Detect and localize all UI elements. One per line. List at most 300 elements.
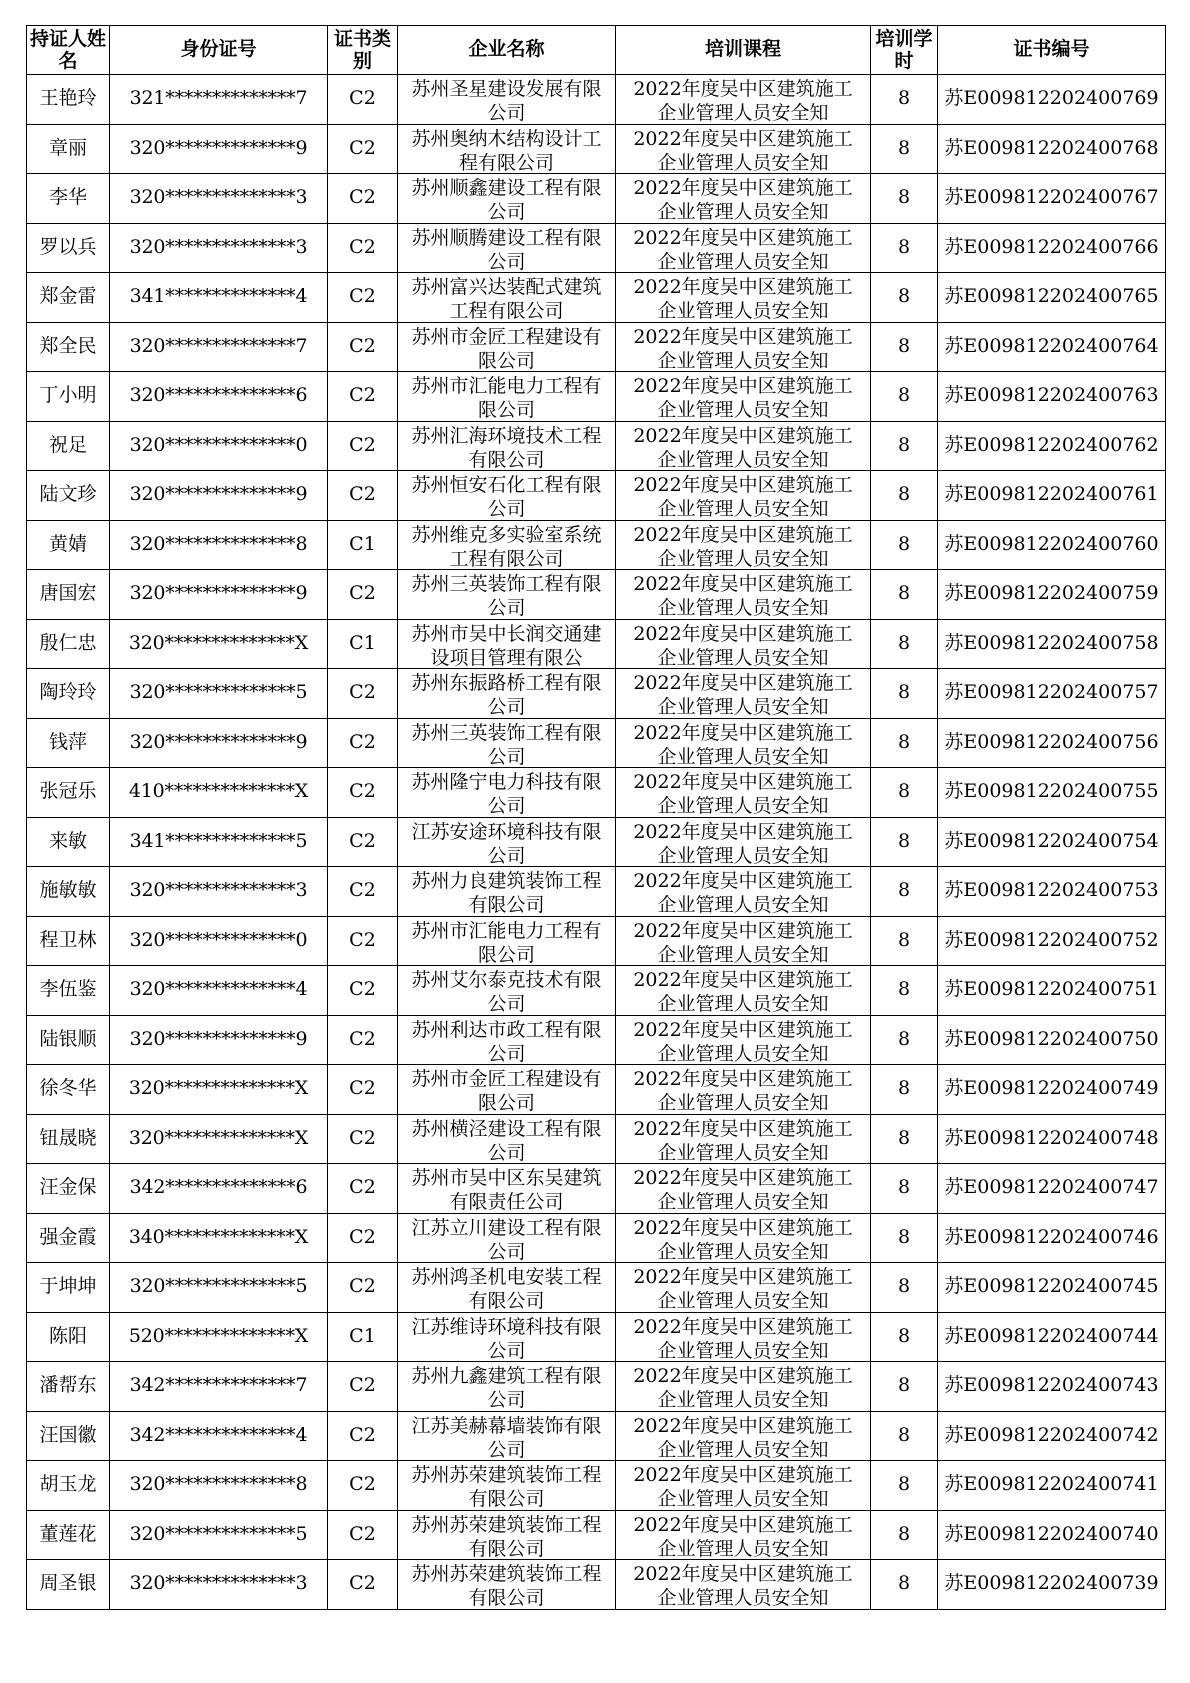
course-cell-text: 2022年度吴中区建筑施工企业管理人员安全知: [633, 226, 853, 272]
table-row: [27, 1263, 1166, 1313]
course-cell: [616, 223, 871, 273]
cert-number-cell: 苏E009812202400758: [938, 619, 1166, 669]
table-row: [27, 1560, 1166, 1610]
id-number-cell: 340**************X: [110, 1213, 328, 1263]
hours-cell: 8: [871, 916, 938, 966]
hours-cell: 8: [871, 966, 938, 1016]
company-cell-text: 苏州苏荣建筑装饰工程有限公司: [411, 1513, 602, 1559]
company-cell-text: 苏州苏荣建筑装饰工程有限公司: [411, 1464, 602, 1510]
hours-cell: 8: [871, 471, 938, 521]
id-number-cell: 320**************9: [110, 1015, 328, 1065]
company-cell: [398, 1510, 616, 1560]
id-number-cell: 342**************6: [110, 1164, 328, 1214]
cert-number-cell: 苏E009812202400745: [938, 1263, 1166, 1313]
hours-cell: 8: [871, 322, 938, 372]
company-cell: [398, 1065, 616, 1115]
cert-type-cell: C2: [328, 768, 398, 818]
hours-cell: 8: [871, 1114, 938, 1164]
company-cell-text: 苏州三英装饰工程有限公司: [411, 721, 602, 767]
cert-number-cell: 苏E009812202400751: [938, 966, 1166, 1016]
company-cell: [398, 1114, 616, 1164]
course-cell-text: 2022年度吴中区建筑施工企业管理人员安全知: [633, 78, 853, 124]
company-cell: [398, 421, 616, 471]
id-number-cell: 320**************5: [110, 1263, 328, 1313]
course-cell: [616, 124, 871, 174]
hours-cell: 8: [871, 124, 938, 174]
holder-name-cell: 郑金雷: [27, 273, 110, 323]
cert-type-cell: C2: [328, 966, 398, 1016]
course-cell-text: 2022年度吴中区建筑施工企业管理人员安全知: [633, 919, 853, 965]
cert-type-cell: C2: [328, 1213, 398, 1263]
id-number-cell: 320**************9: [110, 570, 328, 620]
hours-cell: 8: [871, 1362, 938, 1412]
course-cell-text: 2022年度吴中区建筑施工企业管理人员安全知: [633, 1563, 853, 1609]
company-cell-text: 苏州富兴达装配式建筑工程有限公司: [411, 276, 602, 322]
hours-cell: 8: [871, 1015, 938, 1065]
course-cell-text: 2022年度吴中区建筑施工企业管理人员安全知: [633, 1167, 853, 1213]
col-header-id-number: 身份证号: [110, 26, 328, 75]
company-cell: [398, 1411, 616, 1461]
cert-type-cell: C2: [328, 669, 398, 719]
course-cell: [616, 372, 871, 422]
cert-type-cell: C2: [328, 372, 398, 422]
table-row: [27, 273, 1166, 323]
id-number-cell: 320**************5: [110, 669, 328, 719]
id-number-cell: 320**************X: [110, 1065, 328, 1115]
course-cell: [616, 817, 871, 867]
course-cell: [616, 1164, 871, 1214]
company-cell-text: 苏州奥纳木结构设计工程有限公司: [411, 127, 602, 173]
company-cell-text: 苏州力良建筑装饰工程有限公司: [411, 870, 602, 916]
cert-number-cell: 苏E009812202400754: [938, 817, 1166, 867]
course-cell: [616, 1362, 871, 1412]
course-cell: [616, 1560, 871, 1610]
course-cell-text: 2022年度吴中区建筑施工企业管理人员安全知: [633, 1216, 853, 1262]
table-row: [27, 1015, 1166, 1065]
hours-cell: 8: [871, 1510, 938, 1560]
holder-name-cell: 汪金保: [27, 1164, 110, 1214]
cert-type-cell: C2: [328, 1015, 398, 1065]
table-row: [27, 1114, 1166, 1164]
cert-number-cell: 苏E009812202400769: [938, 75, 1166, 125]
holder-name-cell: 周圣银: [27, 1560, 110, 1610]
cert-type-cell: C1: [328, 1312, 398, 1362]
hours-cell: 8: [871, 1312, 938, 1362]
table-row: [27, 1065, 1166, 1115]
holder-name-cell: 潘帮东: [27, 1362, 110, 1412]
holder-name-cell: 来敏: [27, 817, 110, 867]
course-cell: [616, 1510, 871, 1560]
header-row: [27, 26, 1166, 75]
id-number-cell: 320**************3: [110, 174, 328, 224]
course-cell: [616, 1461, 871, 1511]
cert-number-cell: 苏E009812202400756: [938, 718, 1166, 768]
table-row: [27, 1362, 1166, 1412]
cert-number-cell: 苏E009812202400743: [938, 1362, 1166, 1412]
table-row: [27, 1510, 1166, 1560]
table-row: [27, 223, 1166, 273]
company-cell-text: 苏州顺鑫建设工程有限公司: [411, 177, 602, 223]
course-cell-text: 2022年度吴中区建筑施工企业管理人员安全知: [633, 424, 853, 470]
hours-cell: 8: [871, 768, 938, 818]
holder-name-cell: 陆银顺: [27, 1015, 110, 1065]
id-number-cell: 320**************X: [110, 619, 328, 669]
course-cell-text: 2022年度吴中区建筑施工企业管理人员安全知: [633, 474, 853, 520]
id-number-cell: 341**************5: [110, 817, 328, 867]
company-cell-text: 苏州恒安石化工程有限公司: [411, 474, 602, 520]
company-cell: [398, 916, 616, 966]
cert-type-cell: C2: [328, 1065, 398, 1115]
course-cell: [616, 174, 871, 224]
holder-name-cell: 祝足: [27, 421, 110, 471]
cert-number-cell: 苏E009812202400755: [938, 768, 1166, 818]
course-cell: [616, 273, 871, 323]
table-row: [27, 966, 1166, 1016]
table-row: [27, 124, 1166, 174]
cert-type-cell: C2: [328, 124, 398, 174]
cert-type-cell: C2: [328, 1114, 398, 1164]
id-number-cell: 320**************3: [110, 867, 328, 917]
company-cell: [398, 1461, 616, 1511]
cert-type-cell: C2: [328, 1164, 398, 1214]
company-cell-text: 江苏维诗环境科技有限公司: [411, 1315, 602, 1361]
company-cell: [398, 966, 616, 1016]
company-cell: [398, 718, 616, 768]
cert-type-cell: C2: [328, 471, 398, 521]
hours-cell: 8: [871, 1560, 938, 1610]
table-row: [27, 174, 1166, 224]
course-cell-text: 2022年度吴中区建筑施工企业管理人员安全知: [633, 573, 853, 619]
hours-cell: 8: [871, 619, 938, 669]
id-number-cell: 320**************9: [110, 471, 328, 521]
cert-number-cell: 苏E009812202400753: [938, 867, 1166, 917]
hours-cell: 8: [871, 372, 938, 422]
col-header-company: 企业名称: [398, 26, 616, 75]
company-cell-text: 苏州三英装饰工程有限公司: [411, 573, 602, 619]
cert-type-cell: C2: [328, 75, 398, 125]
company-cell: [398, 223, 616, 273]
holder-name-cell: 李伍鉴: [27, 966, 110, 1016]
company-cell-text: 江苏立川建设工程有限公司: [411, 1216, 602, 1262]
id-number-cell: 320**************8: [110, 1461, 328, 1511]
course-cell-text: 2022年度吴中区建筑施工企业管理人员安全知: [633, 1464, 853, 1510]
hours-cell: 8: [871, 1263, 938, 1313]
course-cell: [616, 1263, 871, 1313]
col-header-cert-no: 证书编号: [938, 26, 1166, 75]
company-cell: [398, 768, 616, 818]
cert-type-cell: C1: [328, 619, 398, 669]
company-cell: [398, 273, 616, 323]
company-cell-text: 苏州苏荣建筑装饰工程有限公司: [411, 1563, 602, 1609]
holder-name-cell: 强金霞: [27, 1213, 110, 1263]
holder-name-cell: 殷仁忠: [27, 619, 110, 669]
company-cell: [398, 1560, 616, 1610]
table-row: [27, 916, 1166, 966]
table-row: [27, 1312, 1166, 1362]
holder-name-cell: 施敏敏: [27, 867, 110, 917]
cert-number-cell: 苏E009812202400748: [938, 1114, 1166, 1164]
hours-cell: 8: [871, 75, 938, 125]
id-number-cell: 320**************3: [110, 223, 328, 273]
cert-number-cell: 苏E009812202400739: [938, 1560, 1166, 1610]
table-row: [27, 471, 1166, 521]
cert-number-cell: 苏E009812202400760: [938, 520, 1166, 570]
course-cell-text: 2022年度吴中区建筑施工企业管理人员安全知: [633, 1414, 853, 1460]
cert-number-cell: 苏E009812202400744: [938, 1312, 1166, 1362]
holder-name-cell: 郑全民: [27, 322, 110, 372]
holder-name-cell: 唐国宏: [27, 570, 110, 620]
course-cell: [616, 1213, 871, 1263]
course-cell-text: 2022年度吴中区建筑施工企业管理人员安全知: [633, 771, 853, 817]
hours-cell: 8: [871, 867, 938, 917]
course-cell: [616, 520, 871, 570]
course-cell: [616, 570, 871, 620]
course-cell: [616, 669, 871, 719]
company-cell: [398, 1213, 616, 1263]
holder-name-cell: 陶玲玲: [27, 669, 110, 719]
col-header-course: 培训课程: [616, 26, 871, 75]
table-row: [27, 817, 1166, 867]
hours-cell: 8: [871, 1164, 938, 1214]
holder-name-cell: 罗以兵: [27, 223, 110, 273]
course-cell: [616, 867, 871, 917]
holder-name-cell: 王艳玲: [27, 75, 110, 125]
holder-name-cell: 丁小明: [27, 372, 110, 422]
course-cell: [616, 966, 871, 1016]
company-cell: [398, 322, 616, 372]
cert-type-cell: C2: [328, 817, 398, 867]
cert-number-cell: 苏E009812202400757: [938, 669, 1166, 719]
cert-type-cell: C2: [328, 867, 398, 917]
course-cell-text: 2022年度吴中区建筑施工企业管理人员安全知: [633, 721, 853, 767]
course-cell: [616, 768, 871, 818]
cert-number-cell: 苏E009812202400768: [938, 124, 1166, 174]
cert-number-cell: 苏E009812202400742: [938, 1411, 1166, 1461]
hours-cell: 8: [871, 1213, 938, 1263]
company-cell: [398, 124, 616, 174]
company-cell: [398, 471, 616, 521]
course-cell: [616, 718, 871, 768]
cert-number-cell: 苏E009812202400766: [938, 223, 1166, 273]
id-number-cell: 320**************5: [110, 1510, 328, 1560]
company-cell: [398, 1312, 616, 1362]
company-cell-text: 苏州市汇能电力工程有限公司: [411, 919, 602, 965]
holder-name-cell: 徐冬华: [27, 1065, 110, 1115]
company-cell-text: 苏州市金匠工程建设有限公司: [411, 1068, 602, 1114]
cert-type-cell: C2: [328, 322, 398, 372]
id-number-cell: 320**************4: [110, 966, 328, 1016]
hours-cell: 8: [871, 718, 938, 768]
id-number-cell: 320**************0: [110, 916, 328, 966]
company-cell: [398, 1263, 616, 1313]
company-cell: [398, 75, 616, 125]
cert-type-cell: C2: [328, 174, 398, 224]
cert-type-cell: C2: [328, 1560, 398, 1610]
cert-number-cell: 苏E009812202400762: [938, 421, 1166, 471]
table-row: [27, 867, 1166, 917]
company-cell: [398, 1164, 616, 1214]
company-cell-text: 苏州九鑫建筑工程有限公司: [411, 1365, 602, 1411]
cert-number-cell: 苏E009812202400749: [938, 1065, 1166, 1115]
course-cell-text: 2022年度吴中区建筑施工企业管理人员安全知: [633, 1117, 853, 1163]
company-cell: [398, 817, 616, 867]
course-cell: [616, 1312, 871, 1362]
id-number-cell: 320**************X: [110, 1114, 328, 1164]
course-cell-text: 2022年度吴中区建筑施工企业管理人员安全知: [633, 672, 853, 718]
col-header-holder-name: 持证人姓名: [27, 26, 110, 75]
hours-cell: 8: [871, 1411, 938, 1461]
course-cell-text: 2022年度吴中区建筑施工企业管理人员安全知: [633, 325, 853, 371]
id-number-cell: 341**************4: [110, 273, 328, 323]
holder-name-cell: 程卫林: [27, 916, 110, 966]
table-row: [27, 322, 1166, 372]
cert-type-cell: C2: [328, 1263, 398, 1313]
cert-number-cell: 苏E009812202400747: [938, 1164, 1166, 1214]
table-row: [27, 570, 1166, 620]
course-cell: [616, 1065, 871, 1115]
holder-name-cell: 张冠乐: [27, 768, 110, 818]
id-number-cell: 342**************4: [110, 1411, 328, 1461]
company-cell-text: 苏州市金匠工程建设有限公司: [411, 325, 602, 371]
col-header-cert-type: 证书类别: [328, 26, 398, 75]
company-cell: [398, 619, 616, 669]
holder-name-cell: 李华: [27, 174, 110, 224]
table-row: [27, 372, 1166, 422]
cert-type-cell: C2: [328, 273, 398, 323]
table-row: [27, 619, 1166, 669]
holder-name-cell: 陆文珍: [27, 471, 110, 521]
company-cell: [398, 174, 616, 224]
company-cell-text: 苏州维克多实验室系统工程有限公司: [411, 523, 602, 569]
table-row: [27, 718, 1166, 768]
holder-name-cell: 于坤坤: [27, 1263, 110, 1313]
company-cell-text: 苏州市吴中长润交通建设项目管理有限公: [411, 622, 602, 668]
cert-number-cell: 苏E009812202400740: [938, 1510, 1166, 1560]
course-cell-text: 2022年度吴中区建筑施工企业管理人员安全知: [633, 1513, 853, 1559]
company-cell-text: 苏州利达市政工程有限公司: [411, 1018, 602, 1064]
course-cell-text: 2022年度吴中区建筑施工企业管理人员安全知: [633, 276, 853, 322]
course-cell-text: 2022年度吴中区建筑施工企业管理人员安全知: [633, 820, 853, 866]
course-cell: [616, 1411, 871, 1461]
table-row: [27, 768, 1166, 818]
hours-cell: 8: [871, 1065, 938, 1115]
course-cell: [616, 916, 871, 966]
course-cell-text: 2022年度吴中区建筑施工企业管理人员安全知: [633, 1018, 853, 1064]
company-cell: [398, 867, 616, 917]
table-row: [27, 1411, 1166, 1461]
cert-number-cell: 苏E009812202400741: [938, 1461, 1166, 1511]
course-cell-text: 2022年度吴中区建筑施工企业管理人员安全知: [633, 1068, 853, 1114]
course-cell-text: 2022年度吴中区建筑施工企业管理人员安全知: [633, 1315, 853, 1361]
cert-number-cell: 苏E009812202400761: [938, 471, 1166, 521]
cert-type-cell: C2: [328, 570, 398, 620]
id-number-cell: 320**************3: [110, 1560, 328, 1610]
holder-name-cell: 董莲花: [27, 1510, 110, 1560]
company-cell-text: 苏州圣星建设发展有限公司: [411, 78, 602, 124]
id-number-cell: 321**************7: [110, 75, 328, 125]
company-cell-text: 苏州市吴中区东吴建筑有限责任公司: [411, 1167, 602, 1213]
hours-cell: 8: [871, 223, 938, 273]
company-cell: [398, 669, 616, 719]
holder-name-cell: 钱萍: [27, 718, 110, 768]
company-cell: [398, 520, 616, 570]
holder-name-cell: 章丽: [27, 124, 110, 174]
course-cell-text: 2022年度吴中区建筑施工企业管理人员安全知: [633, 523, 853, 569]
hours-cell: 8: [871, 421, 938, 471]
company-cell-text: 江苏安途环境科技有限公司: [411, 820, 602, 866]
hours-cell: 8: [871, 174, 938, 224]
table-row: [27, 520, 1166, 570]
holder-name-cell: 钮晟晓: [27, 1114, 110, 1164]
hours-cell: 8: [871, 669, 938, 719]
cert-type-cell: C2: [328, 718, 398, 768]
company-cell: [398, 570, 616, 620]
cert-number-cell: 苏E009812202400765: [938, 273, 1166, 323]
col-header-hours: 培训学时: [871, 26, 938, 75]
table-row: [27, 1164, 1166, 1214]
cert-type-cell: C2: [328, 916, 398, 966]
cert-type-cell: C2: [328, 1510, 398, 1560]
course-cell-text: 2022年度吴中区建筑施工企业管理人员安全知: [633, 870, 853, 916]
course-cell-text: 2022年度吴中区建筑施工企业管理人员安全知: [633, 1266, 853, 1312]
cert-number-cell: 苏E009812202400767: [938, 174, 1166, 224]
holder-name-cell: 陈阳: [27, 1312, 110, 1362]
cert-number-cell: 苏E009812202400759: [938, 570, 1166, 620]
holder-name-cell: 黄婧: [27, 520, 110, 570]
cert-number-cell: 苏E009812202400763: [938, 372, 1166, 422]
id-number-cell: 520**************X: [110, 1312, 328, 1362]
course-cell: [616, 1114, 871, 1164]
hours-cell: 8: [871, 817, 938, 867]
hours-cell: 8: [871, 570, 938, 620]
company-cell-text: 苏州汇海环境技术工程有限公司: [411, 424, 602, 470]
table-row: [27, 421, 1166, 471]
course-cell-text: 2022年度吴中区建筑施工企业管理人员安全知: [633, 622, 853, 668]
course-cell-text: 2022年度吴中区建筑施工企业管理人员安全知: [633, 177, 853, 223]
cert-number-cell: 苏E009812202400750: [938, 1015, 1166, 1065]
holder-name-cell: 胡玉龙: [27, 1461, 110, 1511]
course-cell-text: 2022年度吴中区建筑施工企业管理人员安全知: [633, 1365, 853, 1411]
id-number-cell: 320**************9: [110, 718, 328, 768]
cert-number-cell: 苏E009812202400752: [938, 916, 1166, 966]
table-row: [27, 1461, 1166, 1511]
id-number-cell: 320**************9: [110, 124, 328, 174]
cert-type-cell: C1: [328, 520, 398, 570]
company-cell: [398, 1015, 616, 1065]
id-number-cell: 320**************6: [110, 372, 328, 422]
company-cell: [398, 1362, 616, 1412]
course-cell-text: 2022年度吴中区建筑施工企业管理人员安全知: [633, 127, 853, 173]
table-row: [27, 75, 1166, 125]
id-number-cell: 320**************8: [110, 520, 328, 570]
cert-type-cell: C2: [328, 421, 398, 471]
table-row: [27, 1213, 1166, 1263]
company-cell-text: 苏州东振路桥工程有限公司: [411, 672, 602, 718]
cert-number-cell: 苏E009812202400746: [938, 1213, 1166, 1263]
id-number-cell: 410**************X: [110, 768, 328, 818]
id-number-cell: 320**************0: [110, 421, 328, 471]
company-cell-text: 江苏美赫幕墙装饰有限公司: [411, 1414, 602, 1460]
hours-cell: 8: [871, 1461, 938, 1511]
cert-type-cell: C2: [328, 1362, 398, 1412]
company-cell-text: 苏州鸿圣机电安装工程有限公司: [411, 1266, 602, 1312]
company-cell-text: 苏州横泾建设工程有限公司: [411, 1117, 602, 1163]
hours-cell: 8: [871, 273, 938, 323]
course-cell: [616, 322, 871, 372]
company-cell-text: 苏州顺腾建设工程有限公司: [411, 226, 602, 272]
company-cell-text: 苏州艾尔泰克技术有限公司: [411, 969, 602, 1015]
course-cell: [616, 619, 871, 669]
